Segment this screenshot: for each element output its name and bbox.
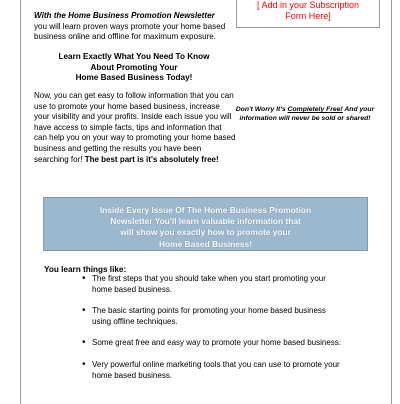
learn-heading-line1: Learn Exactly What You Need To Know (58, 52, 210, 61)
body-paragraph (34, 91, 236, 165)
list-item: • Some great free and easy way to promote your home based business. (82, 338, 342, 349)
learn-heading (34, 52, 234, 84)
callout-line4: Home Based Business! (158, 238, 253, 249)
list-heading: You learn things like: (44, 265, 127, 274)
body-text: Now, you can get easy to follow information that you can use to promote your home based business, increase your visibility and your profits. Inside each issue you will have access to simple facts, tips and information that can help you on your way to promoting your home based business and getting the results you have been searching for! (34, 91, 236, 164)
subscription-line2: Form Here] (285, 11, 331, 21)
subscription-line1: [ Add in your Subscription (256, 0, 360, 10)
learn-heading-line3: Home Based Business Today! (75, 73, 193, 83)
privacy-note-part1: Don't Worry It's (235, 106, 288, 113)
benefit-list (82, 274, 342, 392)
privacy-note (226, 106, 384, 124)
intro-paragraph (34, 11, 234, 43)
callout-line2: Newsletter You'll learn valuable information that (110, 216, 301, 227)
list-item: • The first steps that you should take when you start promoting your home based business. (82, 274, 342, 295)
intro-lead: With the Home Business Promotion Newsletter (34, 11, 215, 20)
callout-box (43, 197, 368, 251)
callout-line1: Inside Every Issue Of The Home Business Promotion (99, 205, 312, 215)
privacy-note-part2: And your information will never be sold or shared! (239, 106, 375, 122)
body-bold-tail: The best part is it's absolutely free! (84, 154, 219, 164)
list-item: • The basic starting points for promoting your home based business using offline techniques. (82, 306, 342, 327)
learn-heading-line2: About Promoting Your (90, 62, 178, 72)
privacy-note-underlined: Completely Free! (287, 106, 343, 113)
intro-text: you will learn proven ways promote your home based business online and offline for maximum exposure. (34, 21, 226, 42)
list-item: • Very powerful online marketing tools that you can use to promote your home based business. (82, 360, 342, 381)
subscription-link[interactable] (257, 0, 359, 21)
callout-line3: will show you exactly how to promote your (120, 227, 291, 238)
subscription-form-placeholder[interactable] (236, 0, 380, 28)
